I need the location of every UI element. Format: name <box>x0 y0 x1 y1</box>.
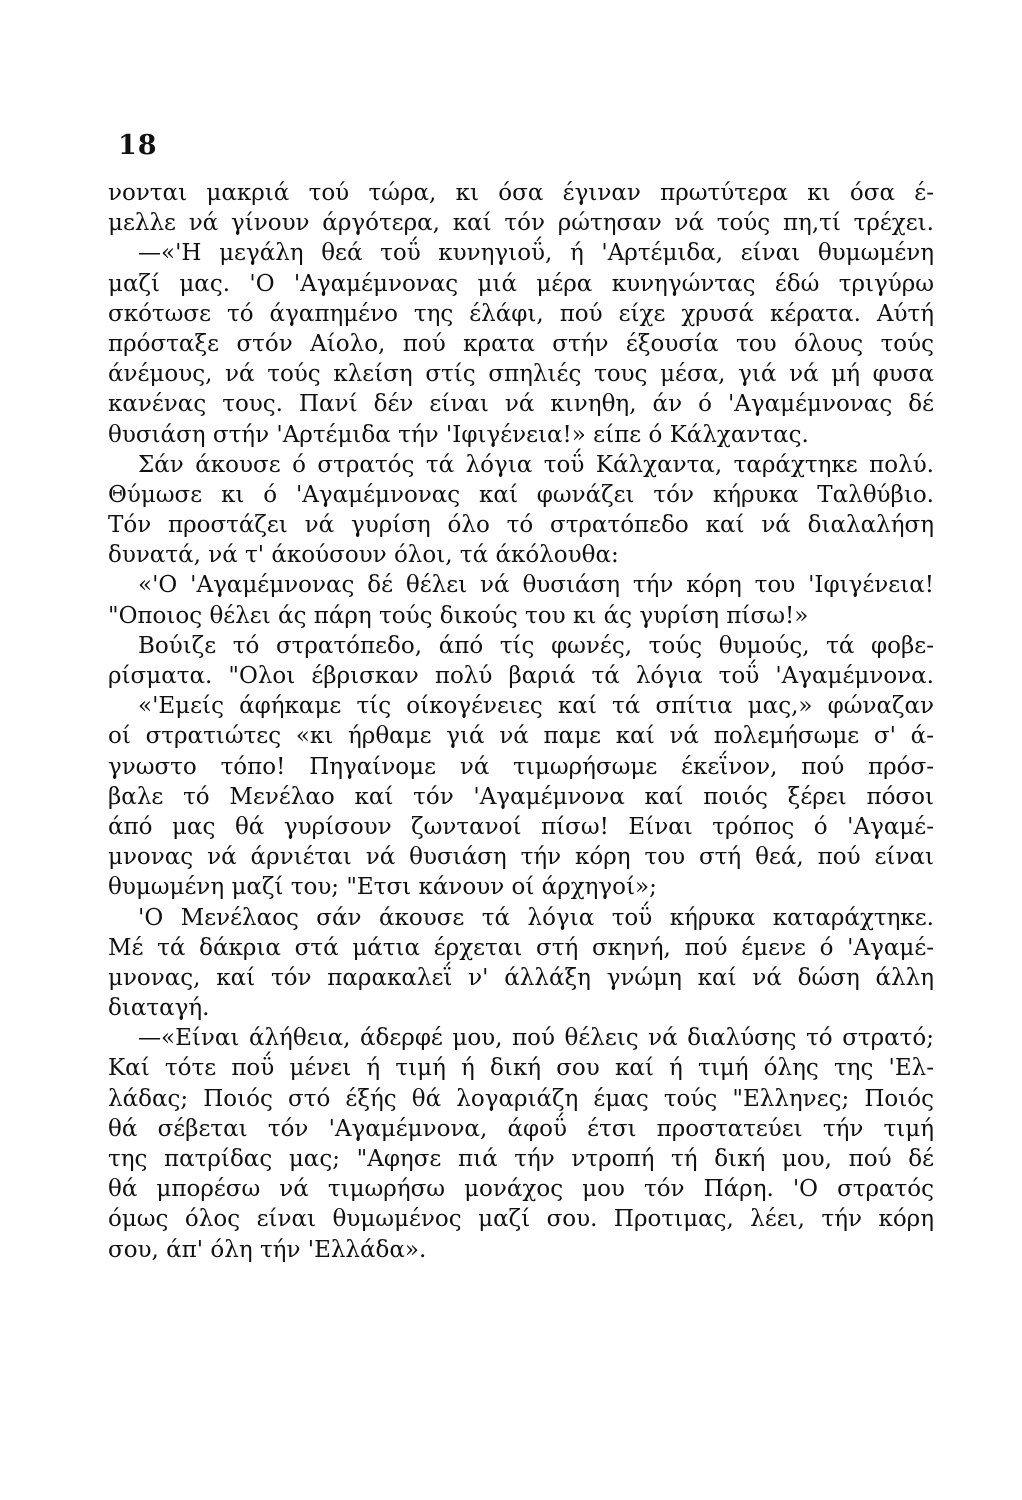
text-line: της πατρίδας μας; "Αφησε πιά τήν ντροπή τή δική μου, πού δέ <box>108 1146 934 1172</box>
text-line: διαταγή. <box>108 995 210 1022</box>
text-line: —«Είναι άλήθεια, άδερφέ μου, πού θέλεις νά διαλύσης τό στρατό; <box>138 1025 934 1052</box>
text-line: Μέ τά δάκρια στά μάτια έρχεται στή σκηνή, πού έμενε ό 'Αγαμέ- <box>108 934 934 961</box>
text-line: «'Εμείς άφήκαμε τίς οίκογένειες καί τά σπίτια μας,» φώναζαν <box>138 693 934 720</box>
text-line: "Οποιος θέλει άς πάρη τούς δικούς του κι άς γυρίση πίσω!» <box>108 602 809 629</box>
text-line: θυμωμένη μαζί του; "Ετσι κάνουν οί άρχηγοί»; <box>108 874 657 901</box>
text-line: Θύμωσε κι ό 'Αγαμέμνονας καί φωνάζει τόν κήρυκα Ταλθύβιο. <box>108 481 934 508</box>
text-line: γνωστο τόπο! Πηγαίνομε νά τιμωρήσωμε έκεΐνον, πού πρόσ- <box>108 753 934 780</box>
text-line: άνέμους, νά τούς κλείση στίς σπηλιές τους μέσα, γιά νά μή φυσα <box>108 361 934 388</box>
text-line: σου, άπ' όλη τήν 'Ελλάδα». <box>108 1236 427 1263</box>
text-line: θά σέβεται τόν 'Αγαμέμνονα, άφοΰ έτσι προστατεύει τήν τιμή <box>108 1115 934 1142</box>
text-line: λάδας; Ποιός στό έξής θά λογαριάζη έμας τούς "Ελληνες; Ποιός <box>108 1085 934 1112</box>
text-line: θά μπορέσω νά τιμωρήσω μονάχος μου τόν Πάρη. 'Ο στρατός <box>108 1176 934 1203</box>
text-line: 'Ο Μενέλαος σάν άκουσε τά λόγια τοΰ κήρυκα καταράχτηκε. <box>138 904 934 931</box>
text-line: όμως όλος είναι θυμωμένος μαζί σου. Προτιμας, λέει, τήν κόρη <box>108 1206 934 1233</box>
page-number: 18 <box>118 130 158 161</box>
text-line: «'Ο 'Αγαμέμνονας δέ θέλει νά θυσιάση τήν κόρη του 'Ιφιγένεια! <box>138 572 934 599</box>
body-text <box>108 178 934 1265</box>
text-line: μελλε νά γίνουν άργότερα, καί τόν ρώτησαν νά τούς πη,τί τρέχει. <box>108 210 934 237</box>
text-line: οί στρατιώτες «κι ήρθαμε γιά νά παμε καί νά πολεμήσωμε σ' ά- <box>108 723 934 750</box>
text-line: μνονας, καί τόν παρακαλεΐ ν' άλλάξη γνώμη καί νά δώση άλλη <box>108 964 934 991</box>
text-line: Καί τότε ποΰ μένει ή τιμή ή δική σου καί ή τιμή όλης της 'Ελ- <box>108 1055 934 1082</box>
text-line: άπό μας θά γυρίσουν ζωντανοί πίσω! Είναι τρόπος ό 'Αγαμέ- <box>108 813 934 840</box>
text-line: Σάν άκουσε ό στρατός τά λόγια τοΰ Κάλχαντα, ταράχτηκε πολύ. <box>138 451 934 478</box>
text-line: δυνατά, νά τ' άκούσουν όλοι, τά άκόλουθα: <box>108 542 619 569</box>
text-line: μαζί μας. 'Ο 'Αγαμέμνονας μιά μέρα κυνηγώντας έδώ τριγύρω <box>108 270 934 297</box>
text-line: θυσιάση στήν 'Αρτέμιδα τήν 'Ιφιγένεια!» είπε ό Κάλχαντας. <box>108 421 809 448</box>
text-line: ρίσματα. "Ολοι έβρισκαν πολύ βαριά τά λόγια τοΰ 'Αγαμέμνονα. <box>108 663 934 689</box>
text-line: Βούιζε τό στρατόπεδο, άπό τίς φωνές, τούς θυμούς, τά φοβε- <box>138 632 934 659</box>
text-line: μνονας νά άρνιέται νά θυσιάση τήν κόρη του στή θεά, πού είναι <box>108 844 934 871</box>
text-line: σκότωσε τό άγαπημένο της έλάφι, πού είχε χρυσά κέρατα. Αύτή <box>108 300 934 327</box>
text-line: κανένας τους. Πανί δέν είναι νά κινηθη, άν ό 'Αγαμέμνονας δέ <box>108 391 934 418</box>
text-line: Τόν προστάζει νά γυρίση όλο τό στρατόπεδο καί νά διαλαλήση <box>108 512 934 539</box>
text-line: πρόσταξε στόν Αίολο, πού κρατα στήν έξουσία του όλους τούς <box>108 330 934 357</box>
text-line: νονται μακριά τού τώρα, κι όσα έγιναν πρωτύτερα κι όσα έ- <box>108 180 934 206</box>
text-line: βαλε τό Μενέλαο καί τόν 'Αγαμέμνονα καί ποιός ξέρει πόσοι <box>108 783 934 810</box>
text-line: —«'Η μεγάλη θεά τοΰ κυνηγιοΰ, ή 'Αρτέμιδα, είναι θυμωμένη <box>138 240 934 267</box>
